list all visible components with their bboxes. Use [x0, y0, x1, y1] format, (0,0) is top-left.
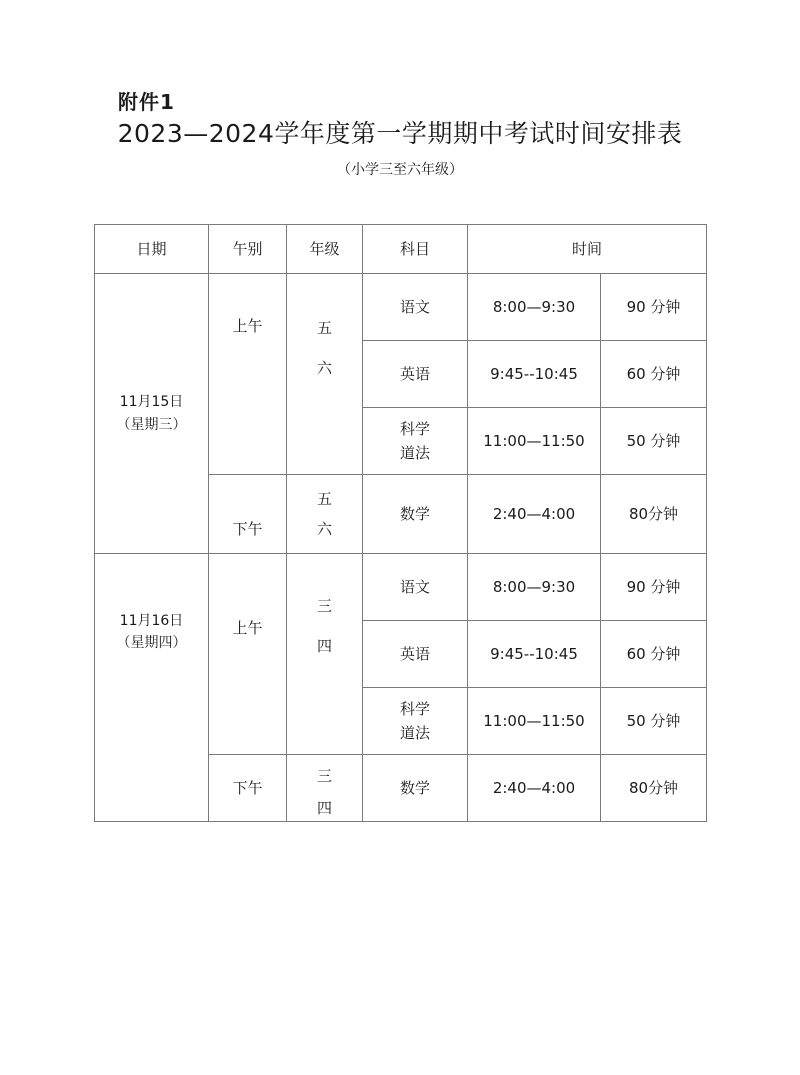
grade-cell	[287, 554, 363, 755]
subject-line: 道法	[399, 444, 430, 462]
table-row	[95, 274, 707, 341]
grade: 六	[316, 520, 332, 538]
date-cell	[95, 274, 209, 554]
subject-line: 道法	[399, 724, 430, 742]
header-subject: 科目	[363, 225, 468, 274]
subject-cell: 数学	[363, 755, 468, 822]
duration-cell: 80分钟	[601, 475, 707, 554]
duration-cell: 90 分钟	[601, 554, 707, 621]
grade: 五	[316, 319, 332, 337]
subject-cell: 英语	[363, 341, 468, 408]
grade: 六	[316, 359, 332, 377]
time-cell: 11:00—11:50	[468, 688, 601, 755]
header-date: 日期	[95, 225, 209, 274]
subject-line: 科学	[399, 700, 430, 718]
header-grade: 年级	[287, 225, 363, 274]
time-cell: 8:00—9:30	[468, 274, 601, 341]
grade-cell	[287, 755, 363, 822]
subject-cell: 语文	[363, 554, 468, 621]
time-cell: 11:00—11:50	[468, 408, 601, 475]
document-title: 2023—2024学年度第一学期期中考试时间安排表	[117, 119, 683, 148]
session-cell: 下午	[209, 755, 287, 822]
session-cell: 上午	[209, 274, 287, 475]
duration-cell: 60 分钟	[601, 621, 707, 688]
session-cell: 下午	[209, 475, 287, 554]
duration-cell: 90 分钟	[601, 274, 707, 341]
date-cell	[95, 554, 209, 822]
session-cell: 上午	[209, 554, 287, 755]
grade: 三	[316, 597, 332, 615]
attachment-label: 附件1	[118, 90, 175, 114]
time-cell: 9:45--10:45	[468, 621, 601, 688]
subject-cell	[363, 408, 468, 475]
subject-cell: 数学	[363, 475, 468, 554]
time-cell: 8:00—9:30	[468, 554, 601, 621]
grade: 四	[316, 799, 332, 817]
date: 11月15日	[119, 394, 184, 411]
subject-cell	[363, 688, 468, 755]
time-cell: 2:40—4:00	[468, 755, 601, 822]
header-time: 时间	[468, 225, 707, 274]
header-session: 午别	[209, 225, 287, 274]
duration-cell: 50 分钟	[601, 408, 707, 475]
subject-cell: 英语	[363, 621, 468, 688]
document-subtitle: （小学三至六年级）	[337, 162, 463, 178]
table-row	[95, 554, 707, 621]
table-header-row	[95, 225, 707, 274]
duration-cell: 60 分钟	[601, 341, 707, 408]
grade-cell	[287, 475, 363, 554]
subject-line: 科学	[399, 420, 430, 438]
grade: 四	[316, 637, 332, 655]
grade: 五	[316, 490, 332, 508]
date: 11月16日	[119, 613, 184, 629]
grade: 三	[316, 767, 332, 785]
time-cell: 2:40—4:00	[468, 475, 601, 554]
weekday: （星期四）	[116, 635, 187, 652]
subject-cell: 语文	[363, 274, 468, 341]
grade-cell	[287, 274, 363, 475]
time-cell: 9:45--10:45	[468, 341, 601, 408]
weekday: （星期三）	[116, 416, 187, 433]
duration-cell: 80分钟	[601, 755, 707, 822]
exam-schedule-table	[94, 224, 707, 822]
duration-cell: 50 分钟	[601, 688, 707, 755]
